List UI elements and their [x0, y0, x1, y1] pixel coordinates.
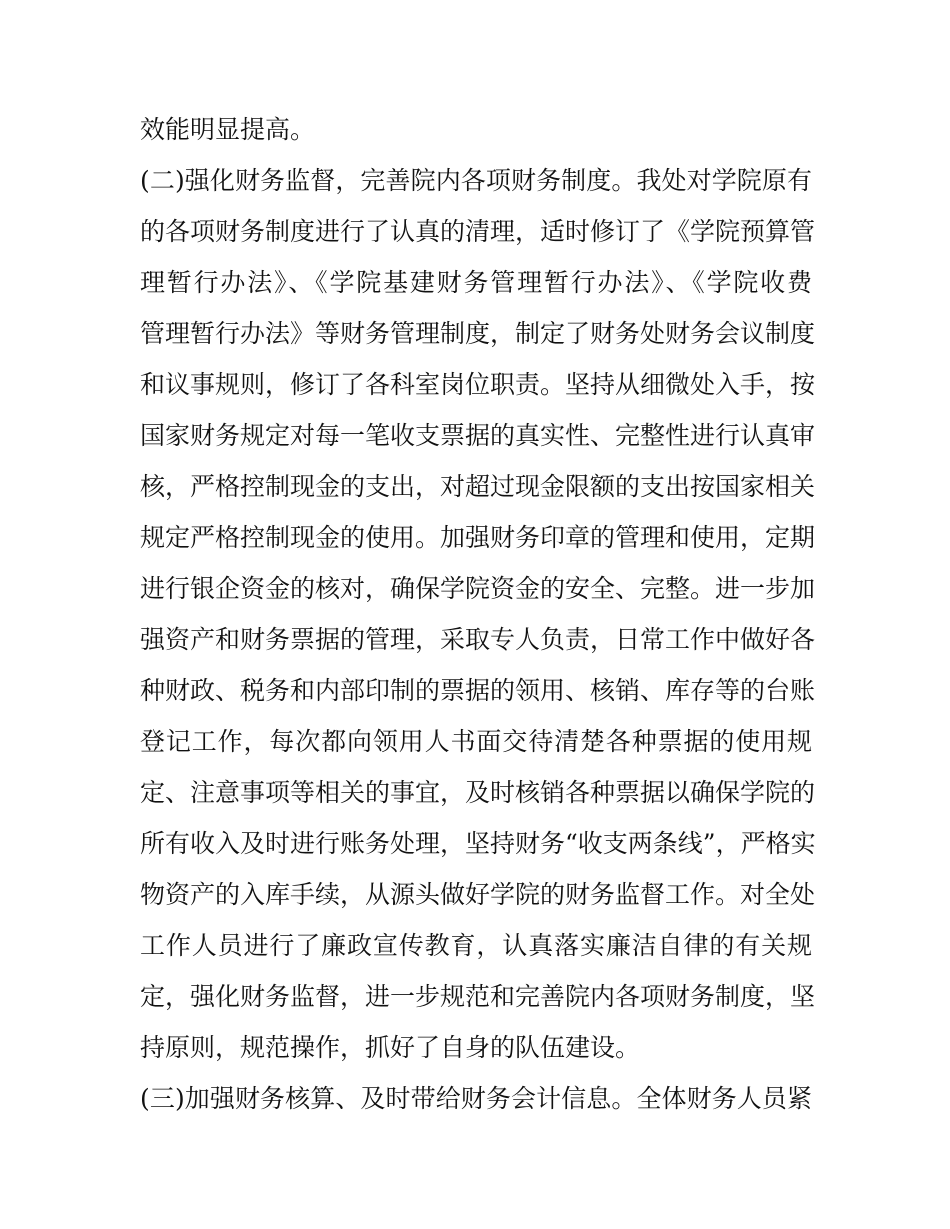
text-line: 理暂行办法》、《学院基建财务管理暂行办法》、《学院收费 — [140, 268, 812, 297]
text-line: 进行银企资金的核对，确保学院资金的安全、完整。进一步加 — [140, 574, 816, 603]
document-page — [140, 104, 816, 1124]
text-line: 持原则，规范操作，抓好了自身的队伍建设。 — [140, 1033, 641, 1062]
text-line: 种财政、税务和内部印制的票据的领用、核销、库存等的台账 — [140, 676, 816, 705]
paragraph-heading-line: (三)加强财务核算、及时带给财务会计信息。全体财务人员紧 — [140, 1084, 812, 1113]
text-line: 工作人员进行了廉政宣传教育，认真落实廉洁自律的有关规 — [140, 931, 812, 960]
text-line: 物资产的入库手续，从源头做好学院的财务监督工作。对全处 — [140, 880, 816, 909]
text-line: 国家财务规定对每一笔收支票据的真实性、完整性进行认真审 — [140, 421, 816, 450]
text-line: 核，严格控制现金的支出，对超过现金限额的支出按国家相关 — [140, 472, 816, 501]
text-line: 规定严格控制现金的使用。加强财务印章的管理和使用，定期 — [140, 523, 816, 552]
text-line: 所有收入及时进行账务处理，坚持财务“收支两条线”，严格实 — [140, 829, 816, 858]
paragraph-heading-line: (二)强化财务监督，完善院内各项财务制度。我处对学院原有 — [140, 166, 812, 195]
text-line: 定，强化财务监督，进一步规范和完善院内各项财务制度，坚 — [140, 982, 816, 1011]
text-line: 登记工作，每次都向领用人书面交待清楚各种票据的使用规 — [140, 727, 812, 756]
text-line: 定、注意事项等相关的事宜，及时核销各种票据以确保学院的 — [140, 778, 816, 807]
text-line: 的各项财务制度进行了认真的清理，适时修订了《学院预算管 — [140, 217, 816, 246]
text-line: 管理暂行办法》等财务管理制度，制定了财务处财务会议制度 — [140, 319, 816, 348]
text-line: 和议事规则，修订了各科室岗位职责。坚持从细微处入手，按 — [140, 370, 816, 399]
text-line: 效能明显提高。 — [140, 115, 316, 144]
text-line: 强资产和财务票据的管理，采取专人负责，日常工作中做好各 — [140, 625, 816, 654]
